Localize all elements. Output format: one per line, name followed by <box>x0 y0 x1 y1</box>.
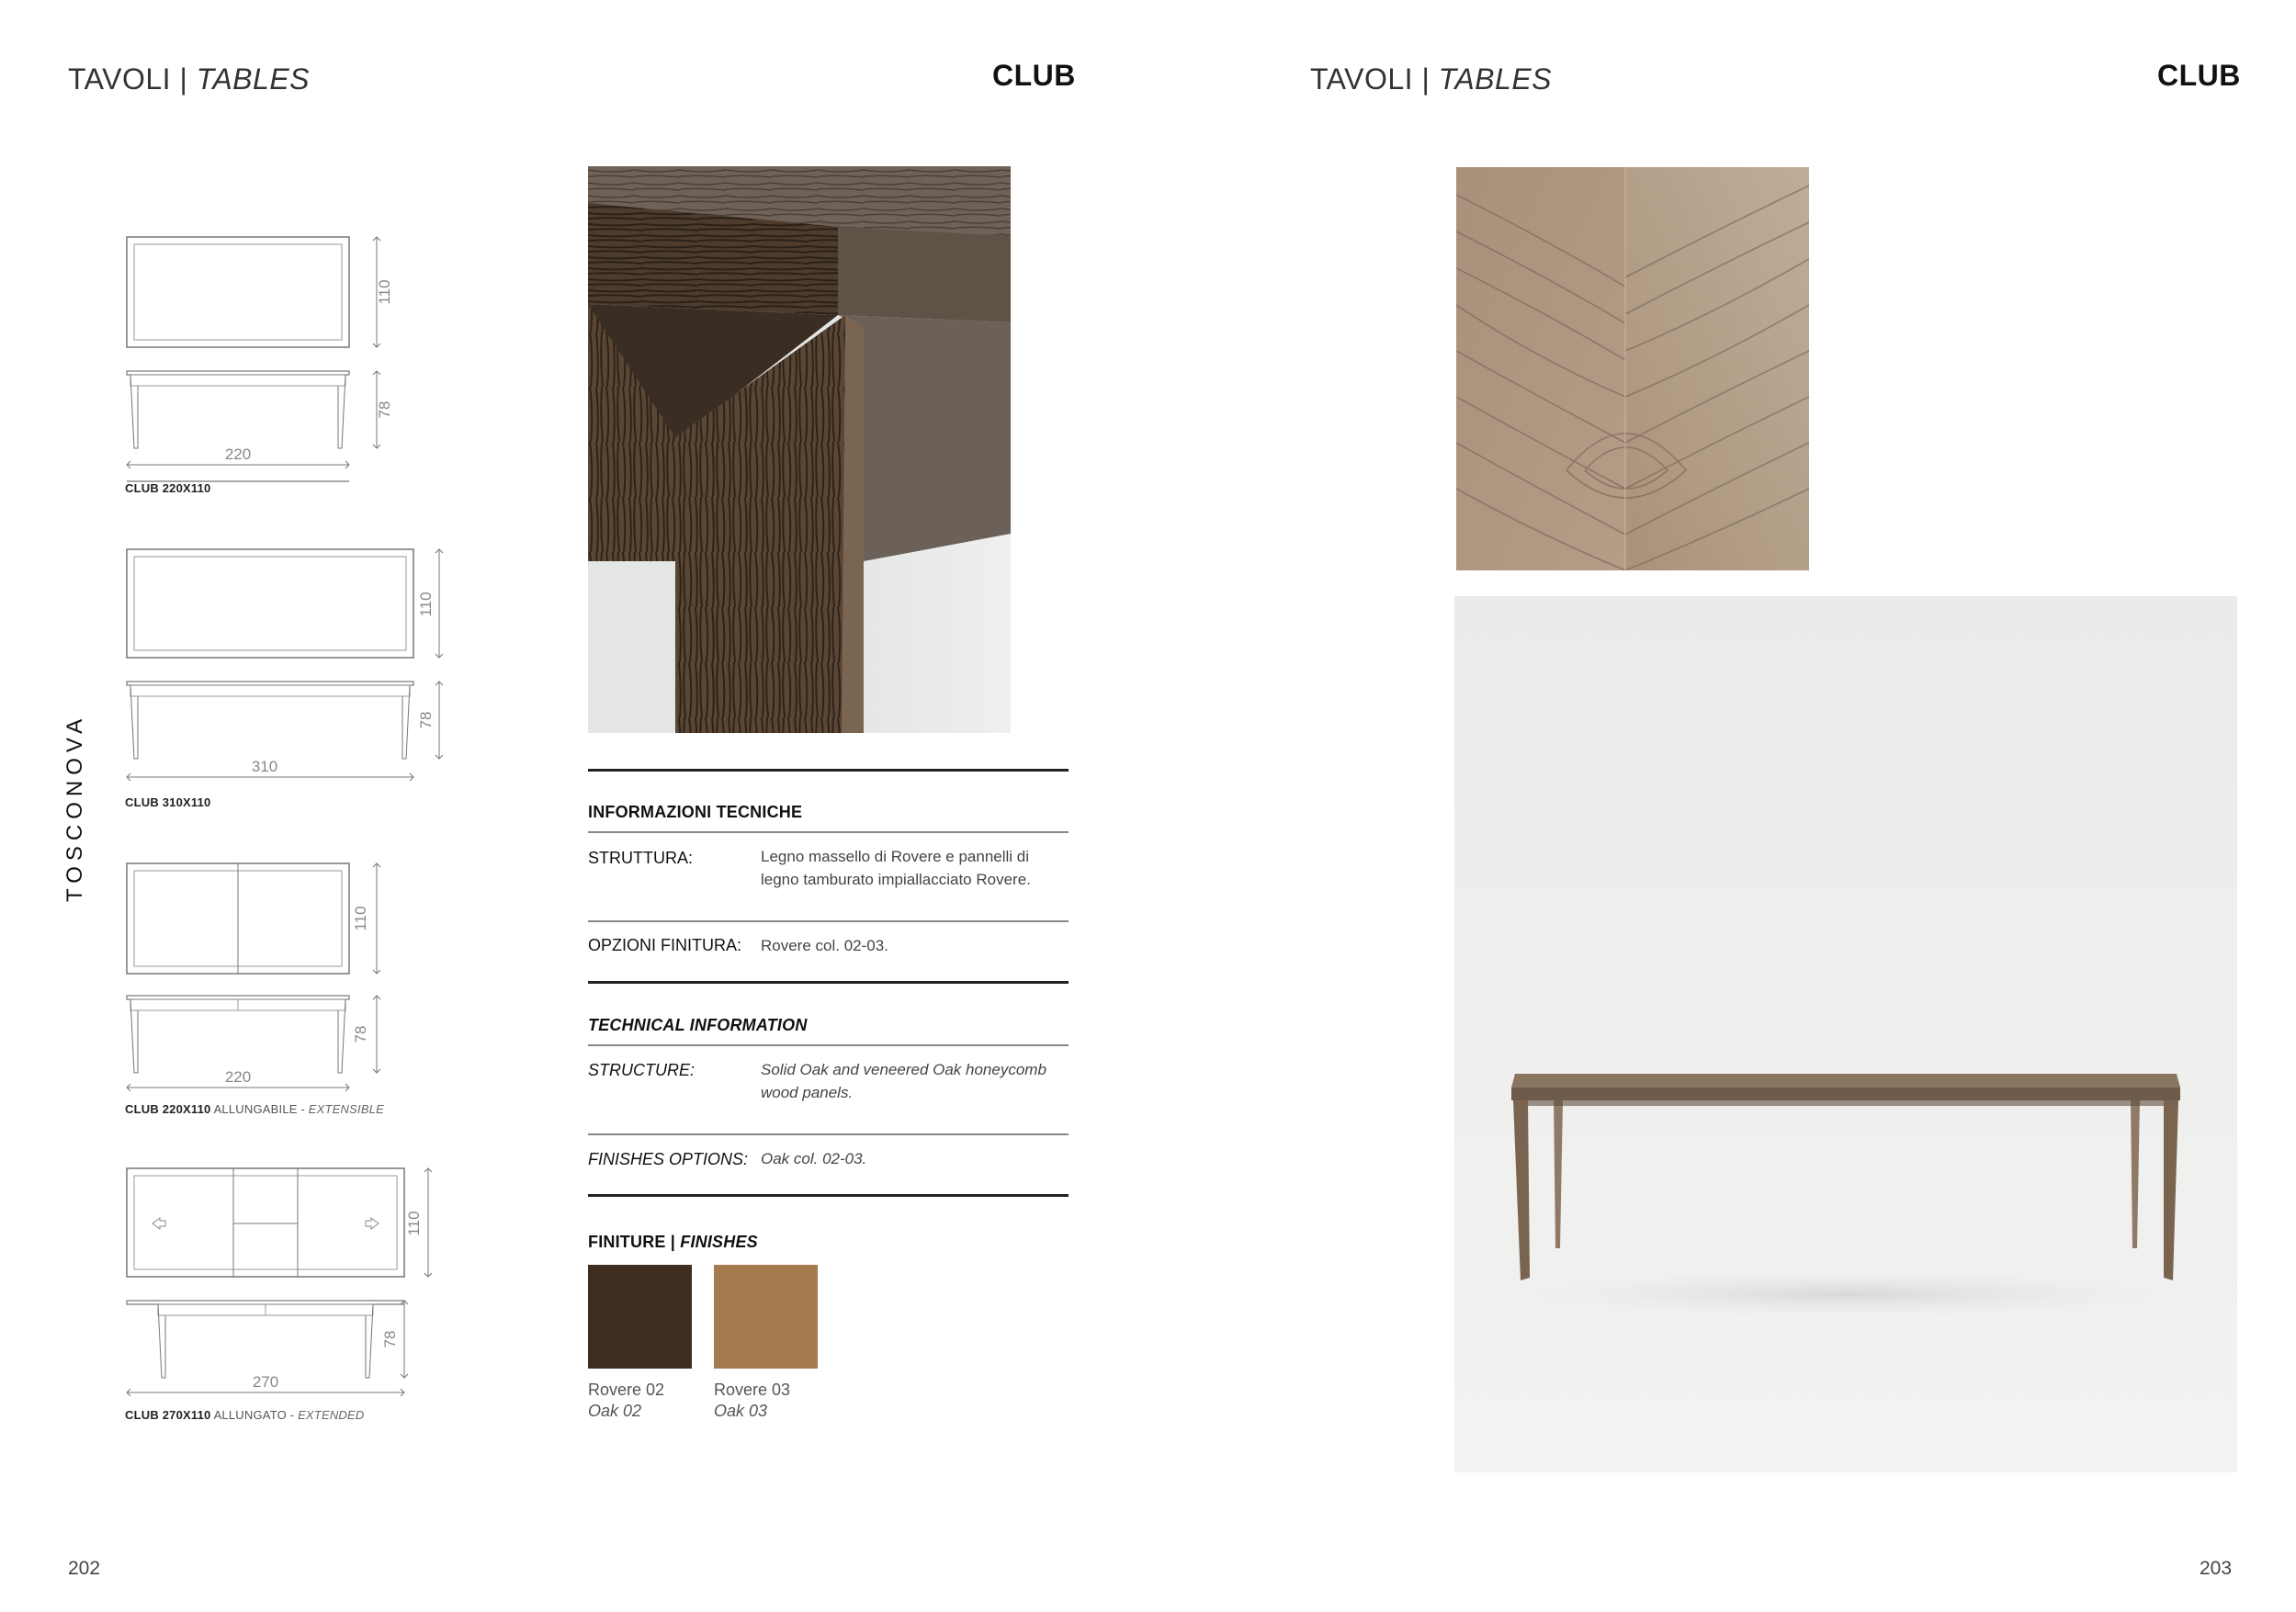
swatch-label-oak-02: Rovere 02 Oak 02 <box>588 1381 665 1420</box>
left-page-title: CLUB <box>992 59 1076 92</box>
dim-depth: 110 <box>376 279 393 305</box>
right-page-header: TAVOLI | TABLES <box>1310 62 1552 96</box>
header-category-en: TABLES <box>196 62 310 96</box>
dim-height: 78 <box>381 1330 399 1348</box>
header-category: TAVOLI <box>68 62 172 96</box>
dim-height: 78 <box>352 1025 369 1043</box>
structure-label-it: STRUTTURA: <box>588 849 693 867</box>
dim-width: 310 <box>251 758 278 775</box>
page-number-right: 203 <box>2200 1558 2233 1579</box>
dim-width: 220 <box>224 445 252 463</box>
divider <box>588 769 1069 772</box>
divider <box>588 1044 1069 1046</box>
finishes-heading: FINITURE | FINISHES <box>588 1233 758 1251</box>
dim-depth: 110 <box>405 1211 423 1236</box>
page-number-left: 202 <box>68 1558 101 1579</box>
tech-it-heading: INFORMAZIONI TECNICHE <box>588 803 803 821</box>
wood-grain-chevron-photo <box>1456 167 1809 570</box>
dim-height: 78 <box>376 400 393 419</box>
table-corner-detail-photo <box>588 166 1011 733</box>
drawing-caption: CLUB 220X110 ALLUNGABILE - EXTENSIBLE <box>125 1102 384 1116</box>
structure-label-en: STRUCTURE: <box>588 1061 695 1079</box>
finish-options-label-en: FINISHES OPTIONS: <box>588 1150 749 1168</box>
table-product-photo <box>1454 596 2237 1472</box>
divider <box>588 831 1069 833</box>
structure-value-en: Solid Oak and veneered Oak honeycomb wood panels. <box>761 1061 1046 1101</box>
finish-options-value-it: Rovere col. 02-03. <box>761 937 888 954</box>
structure-value-it: Legno massello di Rovere e pannelli di legno tamburato impiallacciato Rovere. <box>761 848 1031 888</box>
drawing-club-310 <box>125 547 456 786</box>
swatch-oak-03 <box>714 1265 818 1369</box>
swatch-oak-02 <box>588 1265 692 1369</box>
divider <box>588 1133 1069 1135</box>
drawing-club-220-extensible <box>125 862 401 1102</box>
dim-depth: 110 <box>417 592 435 617</box>
dim-height: 78 <box>417 711 435 729</box>
drawing-club-270-extended <box>125 1167 447 1405</box>
dim-depth: 110 <box>352 906 369 931</box>
divider <box>588 920 1069 922</box>
drawing-caption: CLUB 220X110 <box>125 481 211 495</box>
drawing-caption: CLUB 310X110 <box>125 795 211 809</box>
finish-options-label-it: OPZIONI FINITURA: <box>588 936 742 954</box>
tech-en-heading: TECHNICAL INFORMATION <box>588 1016 808 1034</box>
brand-vertical: TOSCONOVA <box>62 713 87 902</box>
divider <box>588 1194 1069 1197</box>
swatch-label-oak-03: Rovere 03 Oak 03 <box>714 1381 791 1420</box>
divider <box>588 981 1069 984</box>
finish-options-value-en: Oak col. 02-03. <box>761 1150 867 1167</box>
drawing-caption: CLUB 270X110 ALLUNGATO - EXTENDED <box>125 1408 365 1422</box>
left-page-header: TAVOLI | TABLES <box>68 62 310 96</box>
dim-width: 220 <box>224 1068 252 1086</box>
drawing-club-220 <box>125 235 401 502</box>
dim-width: 270 <box>252 1373 279 1391</box>
right-page-title: CLUB <box>2157 59 2241 92</box>
